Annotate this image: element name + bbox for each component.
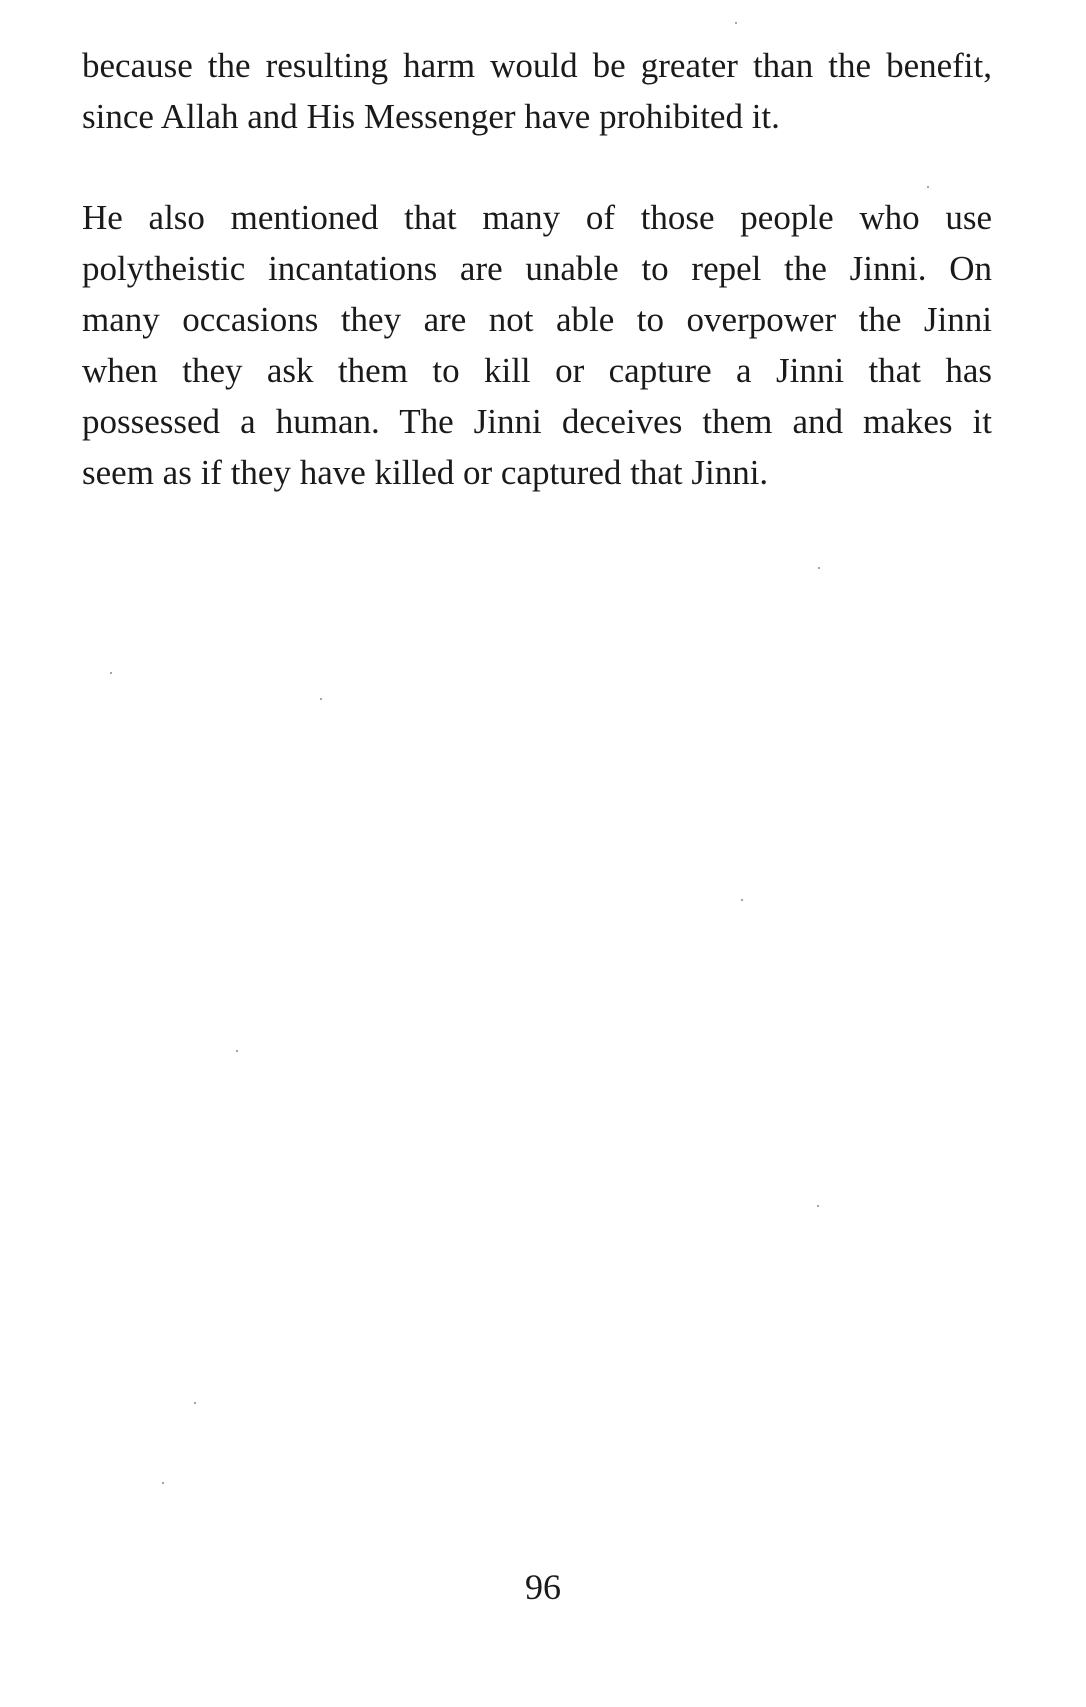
- scan-speck: [817, 1205, 819, 1207]
- scan-speck: [110, 672, 112, 674]
- text-line: He also mentioned that many of those people who use: [82, 198, 992, 237]
- scan-speck: [927, 186, 929, 188]
- paragraph-2: [82, 192, 992, 498]
- text-line: when they ask them to kill or capture a Jinni that has: [82, 351, 992, 390]
- scan-speck: [320, 698, 322, 700]
- scan-speck: [162, 1482, 164, 1484]
- scan-speck: [236, 1050, 238, 1052]
- scan-speck: [741, 899, 743, 901]
- scan-speck: [194, 1402, 196, 1404]
- page-number: 96: [525, 1567, 561, 1607]
- text-line: possessed a human. The Jinni deceives them and makes it: [82, 402, 992, 441]
- scan-speck: [818, 567, 820, 569]
- text-line: many occasions they are not able to overpower the Jinni: [82, 300, 992, 339]
- text-line: polytheistic incantations are unable to repel the Jinni. On: [82, 249, 992, 288]
- text-line: since Allah and His Messenger have prohibited it.: [82, 97, 780, 136]
- text-line: because the resulting harm would be greater than the benefit,: [82, 46, 992, 85]
- text-line: seem as if they have killed or captured that Jinni.: [82, 453, 769, 492]
- scan-speck: [735, 22, 737, 24]
- paragraph-1: [82, 40, 992, 142]
